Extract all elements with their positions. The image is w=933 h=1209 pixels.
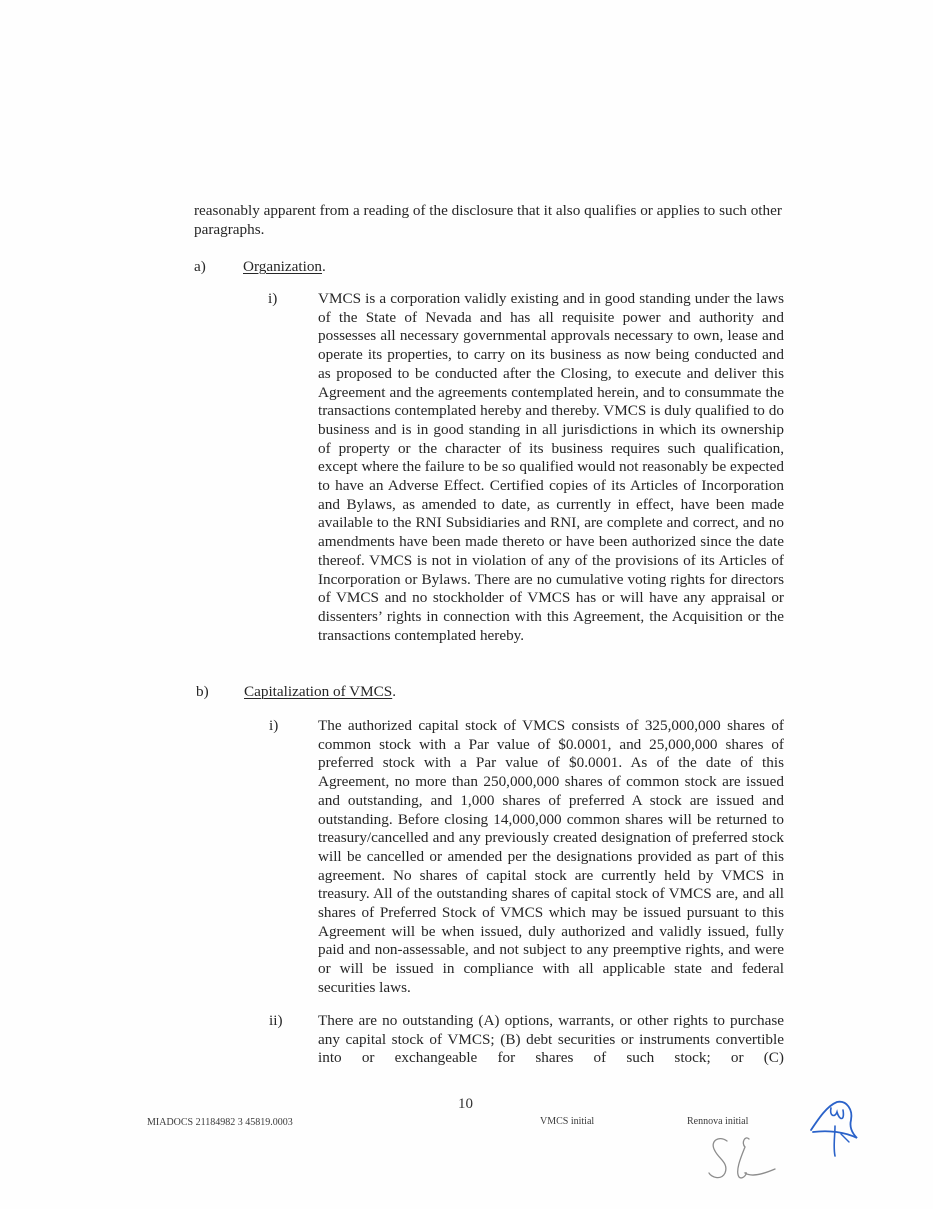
- section-a-title: [243, 258, 326, 277]
- section-b-item-ii-text: There are no outstanding (A) options, warrants, or other rights to purchase any capital stock of VMCS; (B) debt securities or instruments convertible into or exchangeable for shares of such stock; or (C): [318, 1012, 784, 1067]
- section-a-item-i-text: VMCS is a corporation validly existing and in good standing under the laws of the State of Nevada and has all requisite power and authority and possesses all necessary governmental approvals necessary to own, lease and operate its properties, to carry on its business as now being conducted and as proposed to be conducted after the Closing, to execute and deliver this Agreement and the agreements contemplated herein, and to consummate the transactions contemplated hereby and thereby. VMCS is duly qualified to do business and is in good standing in all jurisdictions in which its ownership of property or the character of its business requires such qualification, except where the failure to be so qualified would not reasonably be expected to have an Adverse Effect. Certified copies of its Articles of Incorporation and Bylaws, as amended to date, as currently in effect, have been made available to the RNI Subsidiaries and RNI, are complete and correct, and no amendments have been made thereto or have been authorized since the date thereof. VMCS is not in violation of any of the provisions of its Articles of Incorporation or Bylaws. There are no cumulative voting rights for directors of VMCS and no stockholder of VMCS has or will have any appraisal or dissenters’ rights in connection with this Agreement, the Acquisition or the transactions contemplated hereby.: [318, 290, 784, 644]
- section-b-item-i-text: The authorized capital stock of VMCS consists of 325,000,000 shares of common stock with a Par value of $0.0001, and 25,000,000 shares of preferred stock with a Par value of $0.0001. As of the date of this Agreement, no more than 250,000,000 shares of common stock are issued and outstanding, and 1,000 shares of preferred A stock are issued and outstanding. Before closing 14,000,000 common shares will be returned to treasury/cancelled and any previously created designation of preferred stock will be cancelled or amended per the designations provided as part of this agreement. No shares of capital stock are currently held by VMCS in treasury. All of the outstanding shares of capital stock of VMCS are, and all shares of Preferred Stock of VMCS which may be issued pursuant to this Agreement will be when issued, duly authorized and validly issued, fully paid and non-assessable, and not subject to any preemptive rights, and were or will be issued in compliance with all applicable state and federal securities laws.: [318, 717, 784, 996]
- section-a-item-i-marker: i): [268, 290, 278, 307]
- section-b-title: [244, 683, 396, 702]
- section-b-item-ii-marker: ii): [269, 1012, 283, 1029]
- section-b-item-i-marker: i): [269, 717, 279, 734]
- section-b-title-period: .: [392, 683, 397, 700]
- footer-doc-id: MIADOCS 21184982 3 45819.0003: [147, 1117, 293, 1128]
- section-a-title-period: .: [322, 258, 326, 275]
- handwritten-initials-blue-icon: [805, 1098, 865, 1160]
- intro-paragraph: reasonably apparent from a reading of the disclosure that it also qualifies or applies to such other paragraphs.: [194, 202, 782, 238]
- page-number: 10: [458, 1096, 473, 1112]
- footer-vmcs-initial-label: VMCS initial: [540, 1116, 595, 1127]
- section-b-marker: b): [196, 683, 209, 700]
- footer-rennova-initial-label: Rennova initial: [687, 1116, 749, 1127]
- section-b-title-text: Capitalization of VMCS: [244, 683, 393, 700]
- section-a-title-text: Organization: [243, 258, 323, 275]
- section-a-marker: a): [194, 258, 206, 275]
- handwritten-initials-sl-icon: [705, 1133, 785, 1188]
